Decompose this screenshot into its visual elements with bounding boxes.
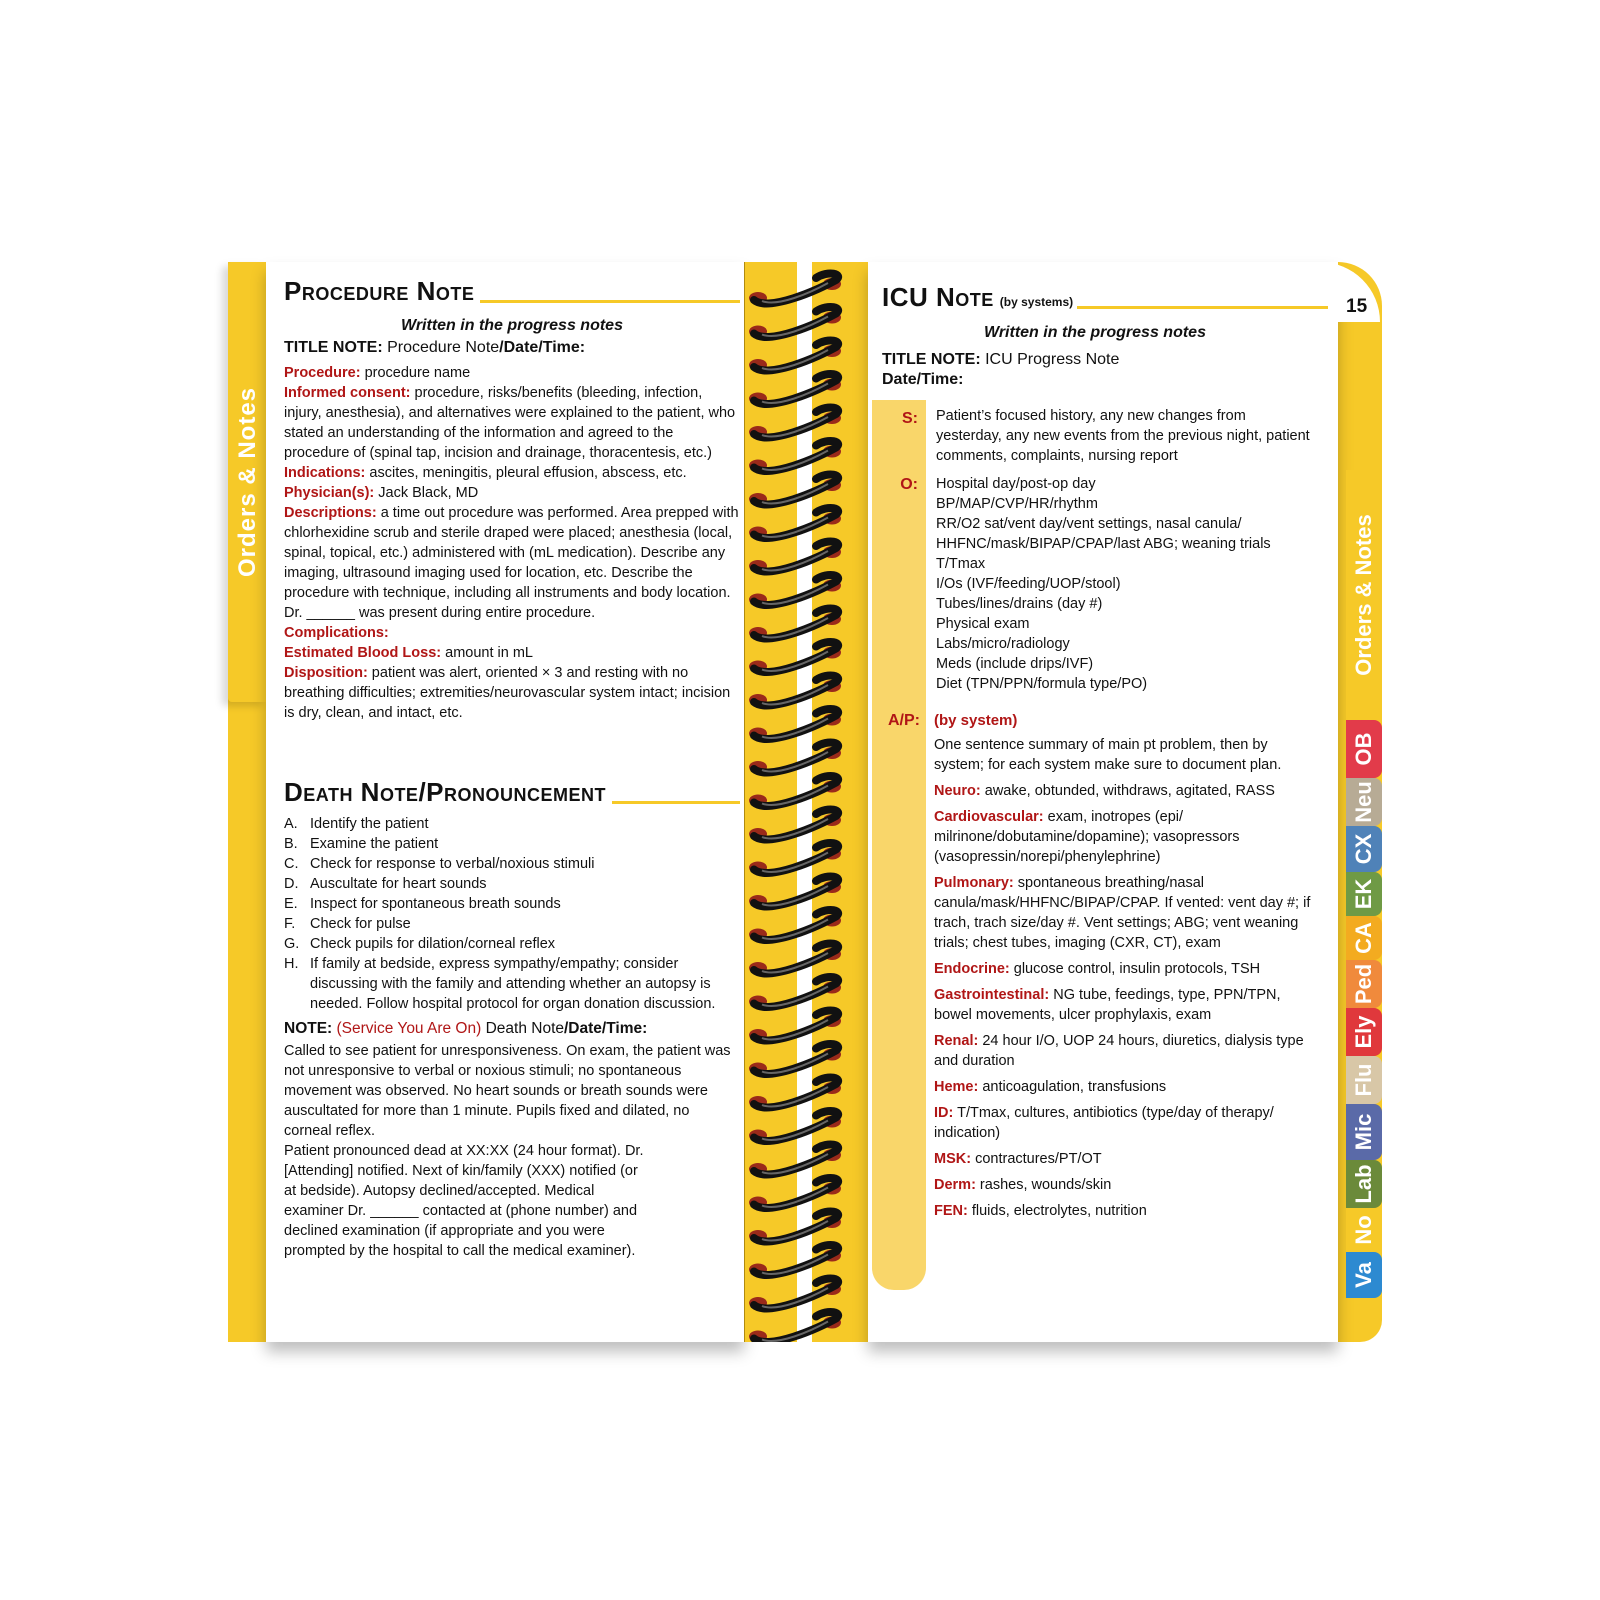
- system-text: spontaneous breathing/nasal canula/mask/HHFNC/BIPAP/CPAP. If vented: vent day #; if trach, trach size/day #. Vent settings; ABG; vent weaning trials; chest tubes, imaging (CXR, CT), exam: [934, 875, 1311, 951]
- step-letter: E.: [284, 896, 298, 912]
- spiral-coil: [749, 642, 841, 672]
- step-letter: H.: [284, 956, 299, 972]
- step-letter: A.: [284, 816, 298, 832]
- title-rule: [1077, 306, 1328, 309]
- spiral-coil: [749, 341, 841, 371]
- index-tab-label: Neu: [1351, 781, 1376, 823]
- spiral-coil: [749, 1312, 841, 1342]
- note-label: NOTE:: [284, 1020, 333, 1037]
- spiral-coil: [749, 274, 841, 304]
- system-item: [934, 959, 1314, 979]
- system-item: [934, 1201, 1314, 1221]
- spiral-coil: [749, 877, 841, 907]
- system-item: [934, 985, 1314, 1025]
- o-line: Labs/micro/radiology: [936, 636, 1070, 652]
- ap-label-wrap: [872, 712, 922, 730]
- system-text: NG tube, feedings, type, PPN/TPN, bowel movements, ulcer prophylaxis, exam: [934, 987, 1281, 1023]
- title-note-text: ICU Progress Note: [980, 351, 1120, 368]
- index-tab[interactable]: [1346, 872, 1382, 916]
- procedure-title-note: [284, 339, 740, 357]
- spiral-coil: [749, 709, 841, 739]
- death-note-title: Death Note/Pronouncement: [284, 777, 607, 807]
- system-label: Neuro:: [934, 783, 981, 799]
- procedure-item-text: ascites, meningitis, pleural effusion, abscess, etc.: [365, 465, 687, 481]
- death-steps-list: [284, 814, 740, 1014]
- icu-title-note: [882, 350, 1312, 390]
- spiral-coil: [749, 575, 841, 605]
- system-text: rashes, wounds/skin: [975, 1177, 1112, 1193]
- system-label: ID:: [934, 1105, 954, 1121]
- soap-label-rail: [872, 400, 926, 1290]
- death-step: [284, 814, 740, 834]
- index-tab[interactable]: [1346, 1160, 1382, 1208]
- s-text: Patient’s focused history, any new changes from yesterday, any new events from the previous night, patient comments, complaints, nursing report: [936, 408, 1310, 464]
- index-tab[interactable]: [1346, 1008, 1382, 1056]
- procedure-items: [284, 363, 740, 723]
- procedure-item-text: Jack Black, MD: [374, 485, 479, 501]
- system-label: Cardiovascular:: [934, 809, 1044, 825]
- index-tab-label: CX: [1351, 833, 1376, 865]
- system-label: Pulmonary:: [934, 875, 1014, 891]
- procedure-item: [284, 463, 740, 483]
- spiral-coil: [749, 743, 841, 773]
- death-step: [284, 894, 740, 914]
- procedure-item-label: Disposition:: [284, 665, 368, 681]
- s-label-wrap: [878, 410, 924, 428]
- spiral-coil: [749, 1111, 841, 1141]
- spiral-coil: [749, 944, 841, 974]
- o-line: T/Tmax: [936, 556, 986, 572]
- system-label: FEN:: [934, 1203, 968, 1219]
- procedure-item: [284, 643, 740, 663]
- system-item: [934, 1031, 1314, 1071]
- spiral-binding: [748, 262, 868, 1342]
- spiral-coil: [749, 1044, 841, 1074]
- left-section-tab[interactable]: [228, 262, 268, 702]
- index-tab[interactable]: [1346, 960, 1382, 1008]
- o-line: Meds (include drips/IVF): [936, 656, 1094, 672]
- procedure-item-label: Estimated Blood Loss:: [284, 645, 442, 661]
- death-step: [284, 934, 740, 954]
- title-note-label: TITLE NOTE:: [284, 339, 383, 356]
- spiral-coil: [749, 977, 841, 1007]
- spiral-coil: [749, 1212, 841, 1242]
- step-text: If family at bedside, express sympathy/empathy; consider discussing with the family and attending whether an autopsy is needed. Follow hospital protocol for organ donation discussion.: [310, 956, 716, 1012]
- spiral-coil: [749, 374, 841, 404]
- death-note-heading: [284, 1020, 740, 1038]
- spiral-coil: [749, 843, 841, 873]
- spiral-coil: [749, 508, 841, 538]
- death-step: [284, 914, 740, 934]
- system-item: [934, 1077, 1314, 1097]
- step-text: Auscultate for heart sounds: [310, 876, 487, 892]
- system-item: [934, 807, 1314, 867]
- index-tab-label: Ped: [1351, 963, 1376, 1005]
- spiral-coil: [749, 676, 841, 706]
- death-step: [284, 954, 740, 1014]
- system-label: Endocrine:: [934, 961, 1010, 977]
- procedure-item: [284, 503, 740, 623]
- system-text: T/Tmax, cultures, antibiotics (type/day of therapy/ indication): [934, 1105, 1274, 1141]
- title-note-label: TITLE NOTE:: [882, 351, 981, 368]
- note-text: Death Note: [481, 1020, 564, 1037]
- procedure-item-label: Indications:: [284, 465, 366, 481]
- spiral-coil: [749, 609, 841, 639]
- system-label: Derm:: [934, 1177, 976, 1193]
- death-step: [284, 854, 740, 874]
- index-tab[interactable]: [1346, 916, 1382, 960]
- note-service: (Service You Are On): [332, 1020, 482, 1037]
- index-tab[interactable]: [1346, 1056, 1382, 1104]
- death-step: [284, 874, 740, 894]
- icu-subtitle: Written in the progress notes: [984, 324, 1206, 341]
- o-line: Hospital day/post-op day: [936, 476, 1096, 492]
- spiral-coil: [749, 1279, 841, 1309]
- system-label: MSK:: [934, 1151, 972, 1167]
- system-item: [934, 873, 1314, 953]
- procedure-item: [284, 483, 740, 503]
- procedure-subtitle: Written in the progress notes: [401, 317, 623, 334]
- o-label: O:: [900, 476, 918, 493]
- death-step: [284, 834, 740, 854]
- step-letter: G.: [284, 936, 300, 952]
- o-line: Diet (TPN/PPN/formula type/PO): [936, 676, 1148, 692]
- procedure-note-section: [284, 276, 740, 723]
- index-tab-label: Va: [1351, 1262, 1376, 1288]
- index-tab-label: Flu: [1351, 1063, 1376, 1097]
- index-tab[interactable]: [1346, 470, 1382, 720]
- title-note-text: Procedure Note: [382, 339, 500, 356]
- procedure-item-text: amount in mL: [441, 645, 533, 661]
- page-number: 15: [1346, 296, 1368, 317]
- o-label-wrap: [878, 476, 924, 494]
- ap-head: (by system): [934, 712, 1018, 729]
- icu-note-title-small: (by systems): [999, 295, 1074, 309]
- title-rule: [612, 801, 740, 804]
- index-tab[interactable]: [1346, 1208, 1382, 1252]
- step-letter: D.: [284, 876, 299, 892]
- index-tab[interactable]: [1346, 720, 1382, 778]
- index-tab-label: Mic: [1351, 1113, 1376, 1151]
- o-line: RR/O2 sat/vent day/vent settings, nasal canula/ HHFNC/mask/BIPAP/CPAP/last ABG; weaning trials: [936, 516, 1271, 552]
- step-letter: C.: [284, 856, 299, 872]
- index-tab[interactable]: [1346, 778, 1382, 826]
- icu-note-section: [882, 282, 1328, 313]
- system-text: awake, obtunded, withdraws, agitated, RASS: [980, 783, 1275, 799]
- index-tab[interactable]: [1346, 826, 1382, 872]
- spiral-coil: [749, 1011, 841, 1041]
- procedure-item: [284, 623, 740, 643]
- index-tab[interactable]: [1346, 1104, 1382, 1160]
- o-line: Tubes/lines/drains (day #): [936, 596, 1103, 612]
- procedure-item: [284, 663, 740, 723]
- index-tab[interactable]: [1346, 1252, 1382, 1298]
- title-rule: [480, 300, 740, 303]
- procedure-item-label: Complications:: [284, 625, 389, 641]
- procedure-item-text: procedure, risks/benefits (bleeding, infection, injury, anesthesia), and alternatives were explained to the patient, who stated an understanding of the information and agreed to the procedure of (spinal tap, incision and drainage, thoracentesis, etc.): [284, 385, 736, 461]
- step-letter: B.: [284, 836, 298, 852]
- index-tabs: [1346, 470, 1384, 1340]
- spiral-coil: [749, 542, 841, 572]
- s-label: S:: [902, 410, 918, 427]
- title-note-line2: Date/Time:: [882, 371, 964, 388]
- o-line: BP/MAP/CVP/HR/rhythm: [936, 496, 1098, 512]
- system-item: [934, 1175, 1314, 1195]
- o-line: Physical exam: [936, 616, 1030, 632]
- title-note-tail: /Date/Time:: [499, 339, 586, 356]
- step-text: Check pupils for dilation/corneal reflex: [310, 936, 556, 952]
- index-tab-label: Orders & Notes: [1351, 514, 1376, 676]
- system-text: 24 hour I/O, UOP 24 hours, diuretics, dialysis type and duration: [934, 1033, 1304, 1069]
- system-item: [934, 1149, 1314, 1169]
- procedure-item-text: procedure name: [360, 365, 471, 381]
- system-text: glucose control, insulin protocols, TSH: [1009, 961, 1261, 977]
- procedure-item-label: Procedure:: [284, 365, 361, 381]
- system-text: anticoagulation, transfusions: [978, 1079, 1167, 1095]
- spiral-coil: [749, 1178, 841, 1208]
- index-tab-label: OB: [1351, 732, 1376, 766]
- system-label: Renal:: [934, 1033, 979, 1049]
- ap-content: [934, 712, 1314, 1227]
- index-tab-label: No: [1351, 1215, 1376, 1245]
- spiral-coil: [749, 408, 841, 438]
- system-item: [934, 1103, 1314, 1143]
- step-text: Identify the patient: [310, 816, 429, 832]
- spiral-coil: [749, 1145, 841, 1175]
- ap-label: A/P:: [888, 712, 920, 729]
- procedure-note-title: Procedure Note: [284, 276, 475, 306]
- left-section-tab-label: Orders & Notes: [234, 386, 261, 578]
- procedure-item-label: Descriptions:: [284, 505, 377, 521]
- death-note-body-1: Called to see patient for unresponsiveness. On exam, the patient was not unresponsive to verbal or noxious stimuli; no spontaneous movement was observed. No heart sounds or breath sounds were auscultated for more than 1 minute. Pupils fixed and dilated, no corneal reflex.: [284, 1043, 731, 1139]
- step-text: Inspect for spontaneous breath sounds: [310, 896, 561, 912]
- step-text: Examine the patient: [310, 836, 439, 852]
- spiral-coil: [749, 307, 841, 337]
- icu-note-title: ICU Note: [882, 282, 994, 312]
- system-label: Gastrointestinal:: [934, 987, 1050, 1003]
- step-text: Check for pulse: [310, 916, 411, 932]
- procedure-item-text: patient was alert, oriented × 3 and resting with no breathing difficulties; extremities/neurovascular system intact; incision is dry, clean, and intact, etc.: [284, 665, 731, 721]
- index-tab-label: Lab: [1351, 1164, 1376, 1204]
- system-item: [934, 781, 1314, 801]
- spiral-coil: [749, 475, 841, 505]
- spiral-coil: [749, 910, 841, 940]
- spiral-coil: [749, 441, 841, 471]
- procedure-item: [284, 383, 740, 463]
- procedure-item-text: a time out procedure was performed. Area prepped with chlorhexidine scrub and sterile draped were placed; anesthesia (local, spinal, topical, etc.) administered with (mL medication). Describe any imaging, ultrasound imaging used for location, etc. Describe the procedure with technique, including all instruments and body location. Dr. ______ was present during entire procedure.: [284, 505, 739, 621]
- death-note-body-2: Patient pronounced dead at XX:XX (24 hour format). Dr. [Attending] notified. Next of kin/family (XXX) notified (or at bedside). Autopsy declined/accepted. Medical examiner Dr. ______ contacted at (phone number) and declined examination (if appropriate and you were prompted by the hospital to call the medical examiner).: [284, 1143, 644, 1259]
- note-tail: /Date/Time:: [564, 1020, 648, 1037]
- spiral-coil: [749, 810, 841, 840]
- procedure-item-label: Informed consent:: [284, 385, 411, 401]
- procedure-item: [284, 363, 740, 383]
- system-text: exam, inotropes (epi/ milrinone/dobutamine/dopamine); vasopressors (vasopressin/norepi/phenylephrine): [934, 809, 1240, 865]
- spiral-coil: [749, 1245, 841, 1275]
- ap-intro: One sentence summary of main pt problem, then by system; for each system make sure to document plan.: [934, 737, 1282, 773]
- procedure-item-label: Physician(s):: [284, 485, 375, 501]
- spiral-coil: [749, 776, 841, 806]
- o-lines: [936, 474, 1314, 694]
- o-line: I/Os (IVF/feeding/UOP/stool): [936, 576, 1121, 592]
- system-label: Heme:: [934, 1079, 979, 1095]
- step-letter: F.: [284, 916, 296, 932]
- death-note-section: [284, 777, 740, 1261]
- index-tab-label: Ely: [1351, 1015, 1376, 1049]
- index-tab-label: EK: [1351, 878, 1376, 910]
- step-text: Check for response to verbal/noxious stimuli: [310, 856, 595, 872]
- index-tab-label: CA: [1351, 922, 1376, 954]
- spiral-coil: [749, 1078, 841, 1108]
- system-text: fluids, electrolytes, nutrition: [967, 1203, 1147, 1219]
- systems-list: [934, 781, 1314, 1221]
- system-text: contractures/PT/OT: [971, 1151, 1102, 1167]
